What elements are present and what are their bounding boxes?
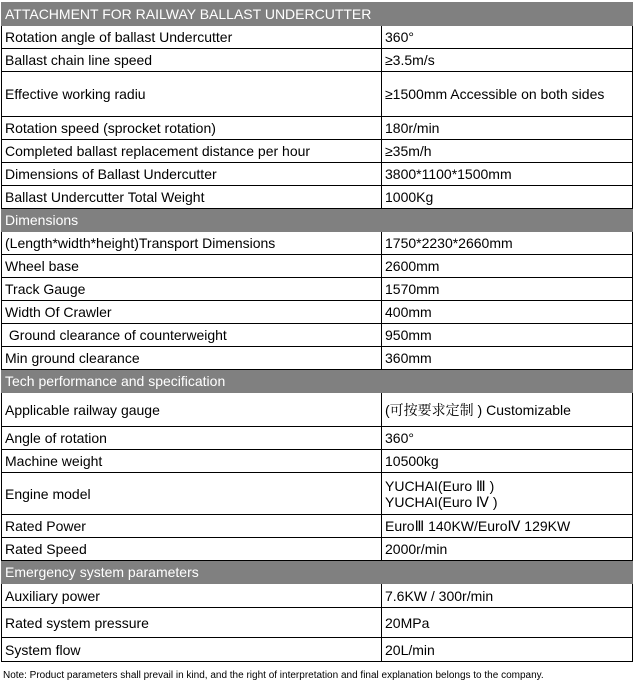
- parameter-value-line: ≥1500mm Accessible on both sides: [385, 86, 605, 102]
- parameter-value: [382, 163, 633, 186]
- table-row: [2, 301, 633, 324]
- parameter-value-line: 3800*1100*1500mm: [385, 166, 512, 182]
- parameter-value: [382, 450, 633, 473]
- table-row: [2, 427, 633, 450]
- parameter-value-line: 7.6KW / 300r/min: [385, 587, 494, 604]
- table-row: [2, 140, 633, 163]
- parameter-value: [382, 186, 633, 209]
- parameter-label: Rated Speed: [2, 538, 382, 561]
- section-header-row: [2, 370, 633, 393]
- parameter-label: Wheel base: [2, 255, 382, 278]
- parameter-value: [382, 140, 633, 163]
- parameter-value-line: ≥35m/h: [385, 143, 432, 159]
- table-row: [2, 393, 633, 427]
- table-row: [2, 255, 633, 278]
- parameter-label: Ballast chain line speed: [2, 49, 382, 72]
- parameter-value: [382, 232, 633, 255]
- parameter-label: Dimensions of Ballast Undercutter: [2, 163, 382, 186]
- parameter-label: Machine weight: [2, 450, 382, 473]
- parameter-label: Track Gauge: [2, 278, 382, 301]
- parameter-value: [382, 538, 633, 561]
- parameter-label: Width Of Crawler: [2, 301, 382, 324]
- table-row: [2, 608, 633, 638]
- parameter-value: [382, 255, 633, 278]
- parameter-label: Ballast Undercutter Total Weight: [2, 186, 382, 209]
- parameter-value: [382, 638, 633, 662]
- parameter-value-line: 10500kg: [385, 453, 439, 469]
- parameter-value-line: YUCHAI(Euro Ⅳ ): [385, 493, 498, 510]
- parameter-value-line: 180r/min: [385, 120, 440, 136]
- parameter-value-line: 1570mm: [385, 281, 440, 297]
- section-title: Tech performance and specification: [2, 370, 633, 393]
- footnote: Note: Product parameters shall prevail in kind, and the right of interpretation and final explanation belongs to the company.: [3, 670, 544, 681]
- table-row: [2, 473, 633, 515]
- spec-table-body: [2, 3, 633, 662]
- parameter-value-line: EuroⅢ 140KW/EuroⅣ 129KW: [385, 518, 571, 534]
- parameter-value-line: 20L/min: [385, 641, 435, 658]
- parameter-label: Effective working radiu: [2, 72, 382, 117]
- table-row: [2, 49, 633, 72]
- parameter-label: Rotation angle of ballast Undercutter: [2, 26, 382, 49]
- parameter-value-line: 20MPa: [385, 614, 430, 631]
- table-row: [2, 278, 633, 301]
- spec-table: [1, 2, 633, 662]
- parameter-value: [382, 49, 633, 72]
- table-row: [2, 638, 633, 662]
- parameter-label: Ground clearance of counterweight: [2, 324, 382, 347]
- parameter-value-line: 2000r/min: [385, 541, 448, 557]
- parameter-value-line: 1000Kg: [385, 189, 434, 205]
- parameter-label: Completed ballast replacement distance per hour: [2, 140, 382, 163]
- parameter-value-line: (可按要求定制 ) Customizable: [385, 401, 571, 418]
- parameter-label: (Length*width*height)Transport Dimensions: [2, 232, 382, 255]
- parameter-label: System flow: [2, 638, 382, 662]
- table-row: [2, 515, 633, 538]
- section-header-row: [2, 561, 633, 584]
- parameter-value-line: 360°: [385, 29, 414, 45]
- parameter-value-line: 400mm: [385, 304, 432, 320]
- table-row: [2, 186, 633, 209]
- parameter-value-line: 2600mm: [385, 258, 440, 274]
- parameter-value: [382, 72, 633, 117]
- parameter-value: [382, 26, 633, 49]
- table-row: [2, 584, 633, 608]
- table-row: [2, 450, 633, 473]
- section-title: Dimensions: [2, 209, 633, 232]
- parameter-value: [382, 427, 633, 450]
- table-row: [2, 72, 633, 117]
- parameter-label: Rotation speed (sprocket rotation): [2, 117, 382, 140]
- section-header-row: [2, 3, 633, 26]
- parameter-value: [382, 347, 633, 370]
- parameter-value-line: 360°: [385, 430, 414, 446]
- parameter-value-line: 1750*2230*2660mm: [385, 235, 513, 251]
- section-title: Emergency system parameters: [2, 561, 633, 584]
- parameter-value: [382, 608, 633, 638]
- parameter-label: Min ground clearance: [2, 347, 382, 370]
- parameter-value-line: 950mm: [385, 327, 432, 343]
- parameter-value: [382, 393, 633, 427]
- parameter-label: Auxiliary power: [2, 584, 382, 608]
- parameter-value: [382, 117, 633, 140]
- table-row: [2, 232, 633, 255]
- section-title: ATTACHMENT FOR RAILWAY BALLAST UNDERCUTTER: [2, 3, 633, 26]
- parameter-value: [382, 515, 633, 538]
- parameter-value: [382, 278, 633, 301]
- table-row: [2, 117, 633, 140]
- parameter-label: Applicable railway gauge: [2, 393, 382, 427]
- parameter-label: Engine model: [2, 473, 382, 515]
- table-row: [2, 324, 633, 347]
- parameter-value: [382, 324, 633, 347]
- table-row: [2, 26, 633, 49]
- parameter-value-line: YUCHAI(Euro Ⅲ ): [385, 477, 495, 494]
- parameter-value: [382, 584, 633, 608]
- table-row: [2, 163, 633, 186]
- parameter-value-line: ≥3.5m/s: [385, 52, 435, 68]
- table-row: [2, 347, 633, 370]
- parameter-label: Angle of rotation: [2, 427, 382, 450]
- parameter-value: [382, 473, 633, 515]
- parameter-value-line: 360mm: [385, 350, 432, 366]
- parameter-label: Rated Power: [2, 515, 382, 538]
- section-header-row: [2, 209, 633, 232]
- table-row: [2, 538, 633, 561]
- parameter-label: Rated system pressure: [2, 608, 382, 638]
- parameter-value: [382, 301, 633, 324]
